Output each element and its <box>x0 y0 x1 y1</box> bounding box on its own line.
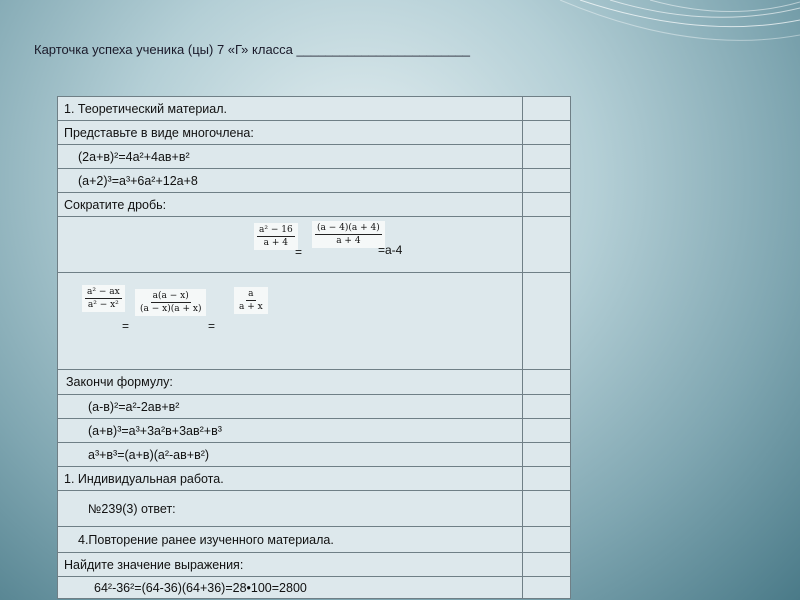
row-review-heading: 4.Повторение ранее изученного материала. <box>58 527 523 553</box>
equals-sign: = <box>122 319 130 333</box>
fraction: $\frac{a}{a + x}$ <box>234 287 268 314</box>
row-fraction-1 <box>58 217 523 273</box>
score-cell <box>523 145 571 169</box>
score-cell <box>523 370 571 395</box>
score-cell <box>523 527 571 553</box>
row-formula: 64²-36²=(64-36)(64+36)=28•100=2800 <box>58 577 523 599</box>
score-cell <box>523 273 571 370</box>
equals-sign: = <box>208 319 216 333</box>
score-cell <box>523 97 571 121</box>
table-row <box>58 217 571 273</box>
table-row <box>58 419 571 443</box>
row-formula: (а+в)³=а³+3а²в+3ав²+в³ <box>58 419 523 443</box>
fraction: $\frac{\text{a² − 16}}{a + 4}$ <box>254 223 298 250</box>
row-task-complete: Закончи формулу: <box>58 370 523 395</box>
row-formula: (2а+в)²=4а²+4ав+в² <box>58 145 523 169</box>
score-cell <box>523 443 571 467</box>
table-row <box>58 169 571 193</box>
fraction: $\frac{\text{a² − ax}}{\text{a² − x²}}$ <box>82 285 125 312</box>
score-cell <box>523 491 571 527</box>
success-card-table <box>57 96 571 599</box>
row-task-polynomial: Представьте в виде многочлена: <box>58 121 523 145</box>
decorative-arcs <box>540 0 800 80</box>
score-cell <box>523 467 571 491</box>
row-theory-heading: 1. Теоретический материал. <box>58 97 523 121</box>
fraction: $\frac{a(a - x)}{(a - x)(a + x)}$ <box>135 289 206 316</box>
score-cell <box>523 193 571 217</box>
table-row <box>58 145 571 169</box>
fraction-result: =а-4 <box>378 243 403 257</box>
row-formula: (а-в)²=а²-2ав+в² <box>58 395 523 419</box>
table-row <box>58 395 571 419</box>
row-exercise-answer: №239(3) ответ: <box>58 491 523 527</box>
table-row <box>58 273 571 370</box>
equals-sign: = <box>295 245 303 259</box>
score-cell <box>523 553 571 577</box>
score-cell <box>523 217 571 273</box>
score-cell <box>523 419 571 443</box>
table-row <box>58 97 571 121</box>
score-cell <box>523 121 571 145</box>
table-row <box>58 491 571 527</box>
row-task-reduce: Сократите дробь: <box>58 193 523 217</box>
table-row <box>58 553 571 577</box>
row-formula: (а+2)³=а³+6а²+12а+8 <box>58 169 523 193</box>
row-individual-heading: 1. Индивидуальная работа. <box>58 467 523 491</box>
score-cell <box>523 577 571 599</box>
page-title: Карточка успеха ученика (цы) 7 «Г» класса ________________________ <box>34 42 471 57</box>
table-row <box>58 370 571 395</box>
score-cell <box>523 395 571 419</box>
table-row <box>58 121 571 145</box>
table-row <box>58 577 571 599</box>
row-fraction-2 <box>58 273 523 370</box>
table-row <box>58 193 571 217</box>
table-row <box>58 527 571 553</box>
table-row <box>58 467 571 491</box>
score-cell <box>523 169 571 193</box>
fraction: $\frac{(a - 4)(a + 4)}{a + 4}$ <box>312 221 385 248</box>
table-row <box>58 443 571 467</box>
row-task-evaluate: Найдите значение выражения: <box>58 553 523 577</box>
row-formula: а³+в³=(а+в)(а²-ав+в²) <box>58 443 523 467</box>
